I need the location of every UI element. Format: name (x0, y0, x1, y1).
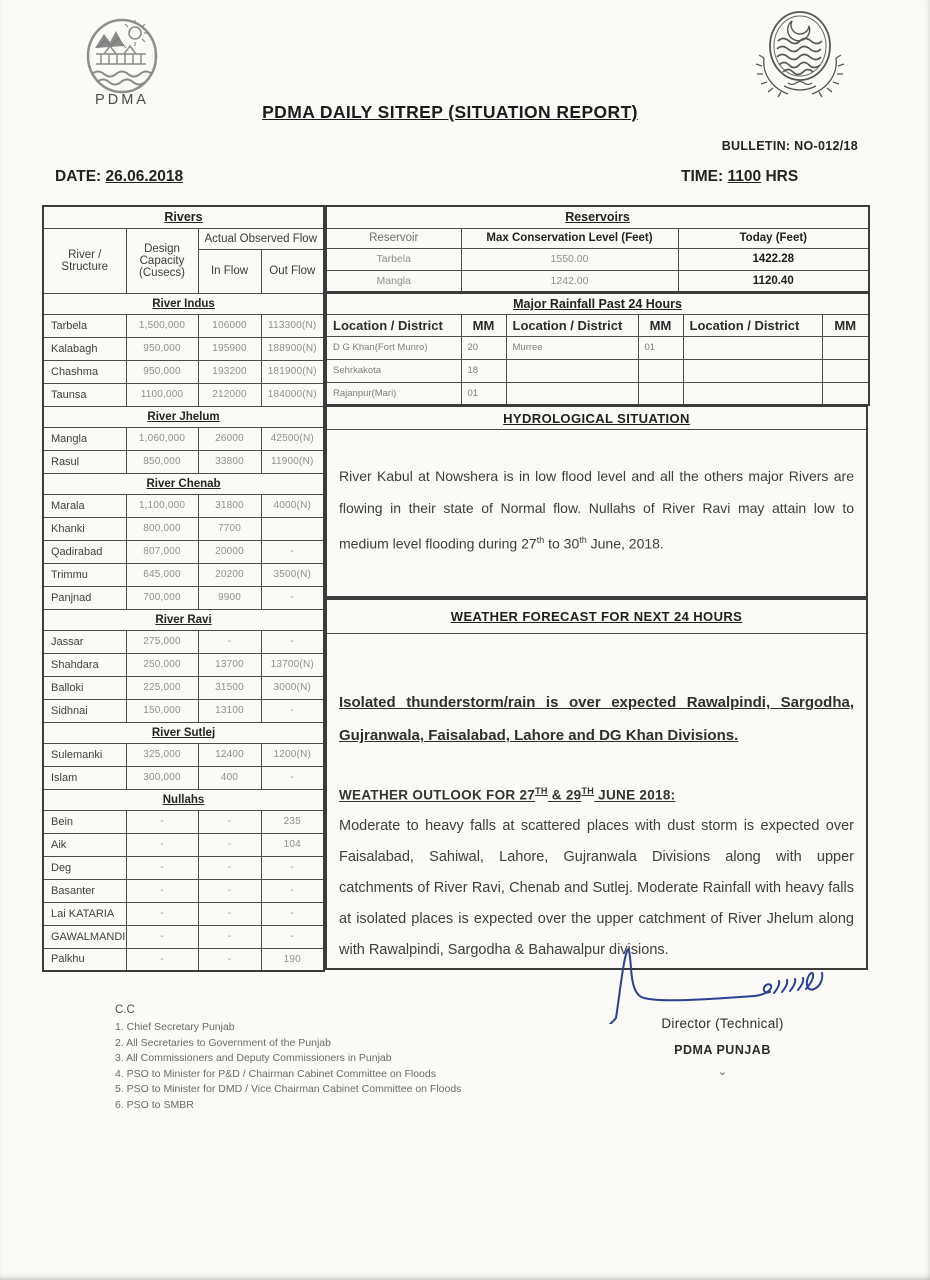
reservoir-data-row (326, 270, 869, 292)
reservoirs-table-title: Reservoirs (326, 206, 869, 228)
river-section-title: River Jhelum (43, 406, 324, 427)
rivers-header-row (43, 228, 324, 249)
weather-outlook-title: WEATHER OUTLOOK FOR 27TH & 29TH JUNE 2018: (339, 786, 676, 803)
col-header-observed-flow: Actual Observed Flow (198, 228, 324, 249)
reservoir-name: Tarbela (326, 248, 461, 270)
out-flow-value: - (261, 902, 324, 925)
in-flow-value: 106000 (198, 314, 261, 337)
river-data-row (43, 540, 324, 563)
river-section-header-row (43, 722, 324, 743)
signatory-organization: PDMA PUNJAB (674, 1043, 771, 1057)
river-name: Trimmu (43, 563, 126, 586)
river-name: Taunsa (43, 383, 126, 406)
col-header-mm-2: MM (638, 314, 683, 336)
weather-forecast-section (325, 598, 868, 970)
river-name: Islam (43, 766, 126, 789)
river-name: Bein (43, 810, 126, 833)
out-flow-value: 184000(N) (261, 383, 324, 406)
river-name: Marala (43, 494, 126, 517)
river-data-row (43, 925, 324, 948)
report-date (55, 168, 183, 186)
in-flow-value: 7700 (198, 517, 261, 540)
river-section-title: River Sutlej (43, 722, 324, 743)
design-capacity-value: 807,000 (126, 540, 198, 563)
in-flow-value: 13700 (198, 653, 261, 676)
river-data-row (43, 856, 324, 879)
out-flow-value: - (261, 699, 324, 722)
river-data-row (43, 517, 324, 540)
river-section-header-row (43, 789, 324, 810)
weather-outlook-text: Moderate to heavy falls at scattered places with dust storm is expected over Faisalabad, Sahiwal, Lahore, Gujranwala Divisions along with upper catchments of River Ravi, Chenab and Sutlej. Moderate Rainfall with heavy falls at isolated places is expected over the upper catchment of River Jhelum along with Rawalpindi, Sargodha & Bahawalpur divisions. (339, 817, 854, 958)
river-data-row (43, 314, 324, 337)
max-conservation-level-value: 1242.00 (461, 270, 678, 292)
design-capacity-value: 325,000 (126, 743, 198, 766)
out-flow-value: 181900(N) (261, 360, 324, 383)
col-header-location-1: Location / District (326, 314, 461, 336)
hydrological-situation-title: HYDROLOGICAL SITUATION (327, 407, 866, 430)
design-capacity-value: - (126, 902, 198, 925)
handwritten-signature-icon (600, 944, 850, 1024)
time-value: 1100 (727, 168, 762, 185)
signatory-title: Director (Technical) (661, 1016, 784, 1031)
river-section-header-row (43, 473, 324, 494)
rainfall-mm-value (822, 359, 869, 382)
rainfall-location (506, 359, 638, 382)
river-data-row (43, 586, 324, 609)
in-flow-value: 31500 (198, 676, 261, 699)
design-capacity-value: 1,500,000 (126, 314, 198, 337)
rivers-table-container (42, 205, 323, 970)
col-header-max-level: Max Conservation Level (Feet) (461, 228, 678, 248)
out-flow-value: - (261, 586, 324, 609)
design-capacity-value: 950,000 (126, 337, 198, 360)
river-section-title: Nullahs (43, 789, 324, 810)
river-name: Sulemanki (43, 743, 126, 766)
reservoirs-table (325, 205, 870, 293)
design-capacity-value: 275,000 (126, 630, 198, 653)
in-flow-value: - (198, 925, 261, 948)
cc-item: 6. PSO to SMBR (115, 1098, 194, 1111)
reservoirs-table-body (326, 206, 869, 292)
river-data-row (43, 833, 324, 856)
rainfall-data-row (326, 359, 869, 382)
out-flow-value: 13700(N) (261, 653, 324, 676)
rainfall-mm-value (638, 359, 683, 382)
in-flow-value: 212000 (198, 383, 261, 406)
river-name: Shahdara (43, 653, 126, 676)
in-flow-value: - (198, 856, 261, 879)
out-flow-value: 188900(N) (261, 337, 324, 360)
in-flow-value: 13100 (198, 699, 261, 722)
rainfall-location: Murree (506, 336, 638, 359)
signature-block (630, 1016, 815, 1078)
rainfall-mm-value (822, 382, 869, 405)
out-flow-value: 4000(N) (261, 494, 324, 517)
river-section-title: River Ravi (43, 609, 324, 630)
col-header-river-structure: River / Structure (43, 228, 126, 293)
cc-label: C.C (115, 1004, 135, 1016)
out-flow-value (261, 517, 324, 540)
river-data-row (43, 653, 324, 676)
design-capacity-value: - (126, 856, 198, 879)
river-data-row (43, 630, 324, 653)
in-flow-value: 31800 (198, 494, 261, 517)
out-flow-value: 42500(N) (261, 427, 324, 450)
col-header-out-flow: Out Flow (261, 249, 324, 293)
rainfall-location (506, 382, 638, 405)
today-level-value: 1120.40 (678, 270, 869, 292)
in-flow-value: - (198, 810, 261, 833)
col-header-location-2: Location / District (506, 314, 638, 336)
design-capacity-value: - (126, 810, 198, 833)
river-data-row (43, 427, 324, 450)
out-flow-value: 3000(N) (261, 676, 324, 699)
river-name: Palkhu (43, 948, 126, 971)
bulletin-number: BULLETIN: NO-012/18 (721, 139, 858, 153)
rainfall-location (683, 336, 822, 359)
river-name: Balloki (43, 676, 126, 699)
design-capacity-value: 1,100,000 (126, 494, 198, 517)
river-name: Deg (43, 856, 126, 879)
col-header-mm-1: MM (461, 314, 506, 336)
river-name: Jassar (43, 630, 126, 653)
rainfall-location: D G Khan(Fort Munro) (326, 336, 461, 359)
in-flow-value: - (198, 948, 261, 971)
river-data-row (43, 743, 324, 766)
rainfall-mm-value: 20 (461, 336, 506, 359)
out-flow-value: 190 (261, 948, 324, 971)
river-name: Mangla (43, 427, 126, 450)
design-capacity-value: 700,000 (126, 586, 198, 609)
design-capacity-value: 645,000 (126, 563, 198, 586)
cc-distribution-list (115, 1004, 461, 1113)
rainfall-mm-value: 18 (461, 359, 506, 382)
design-capacity-value: 225,000 (126, 676, 198, 699)
col-header-reservoir: Reservoir (326, 228, 461, 248)
time-label: TIME: (681, 168, 724, 185)
pen-mark-icon: ⌄ (717, 1066, 728, 1078)
col-header-today: Today (Feet) (678, 228, 869, 248)
rivers-table-title: Rivers (43, 206, 324, 228)
out-flow-value: - (261, 879, 324, 902)
weather-forecast-title: WEATHER FORECAST FOR NEXT 24 HOURS (327, 600, 866, 634)
out-flow-value: - (261, 925, 324, 948)
design-capacity-value: 250,000 (126, 653, 198, 676)
rainfall-title-row (326, 293, 869, 314)
hydrological-situation-section (325, 405, 868, 598)
rainfall-location: Rajanpur(Mari) (326, 382, 461, 405)
design-capacity-value: - (126, 879, 198, 902)
river-data-row (43, 563, 324, 586)
river-section-header-row (43, 406, 324, 427)
rainfall-location: Sehrkakota (326, 359, 461, 382)
design-capacity-value: 800,000 (126, 517, 198, 540)
cc-item: 3. All Commissioners and Deputy Commissioners in Punjab (115, 1052, 392, 1064)
col-header-location-3: Location / District (683, 314, 822, 336)
design-capacity-value: - (126, 925, 198, 948)
rainfall-mm-value: 01 (638, 336, 683, 359)
col-header-mm-3: MM (822, 314, 869, 336)
in-flow-value: 195900 (198, 337, 261, 360)
design-capacity-value: - (126, 833, 198, 856)
date-label: DATE: (55, 168, 102, 185)
time-suffix: HRS (761, 168, 799, 185)
rainfall-mm-value (822, 336, 869, 359)
river-section-title: River Chenab (43, 473, 324, 494)
river-data-row (43, 766, 324, 789)
out-flow-value: 104 (261, 833, 324, 856)
river-name: Sidhnai (43, 699, 126, 722)
cc-item: 2. All Secretaries to Government of the Punjab (115, 1036, 331, 1049)
in-flow-value: 193200 (198, 360, 261, 383)
reservoirs-header-row (326, 228, 869, 248)
river-data-row (43, 450, 324, 473)
design-capacity-value: 1100,000 (126, 383, 198, 406)
rainfall-location (683, 382, 822, 405)
river-data-row (43, 810, 324, 833)
river-section-header-row (43, 609, 324, 630)
river-name: Kalabagh (43, 337, 126, 360)
cc-item: 4. PSO to Minister for P&D / Chairman Cabinet Committee on Floods (115, 1067, 436, 1080)
reservoir-data-row (326, 248, 869, 270)
cc-item: 1. Chief Secretary Punjab (115, 1021, 235, 1033)
col-header-design-capacity: Design Capacity (Cusecs) (126, 228, 198, 293)
rivers-table-body (43, 206, 324, 971)
river-data-row (43, 494, 324, 517)
max-conservation-level-value: 1550.00 (461, 248, 678, 270)
rainfall-table-body (326, 293, 869, 405)
reservoirs-title-row (326, 206, 869, 228)
river-name: Qadirabad (43, 540, 126, 563)
out-flow-value: - (261, 766, 324, 789)
reservoir-name: Mangla (326, 270, 461, 292)
out-flow-value: - (261, 856, 324, 879)
out-flow-value: 113300(N) (261, 314, 324, 337)
river-data-row (43, 948, 324, 971)
river-name: Khanki (43, 517, 126, 540)
out-flow-value: 3500(N) (261, 563, 324, 586)
in-flow-value: 9900 (198, 586, 261, 609)
out-flow-value: 1200(N) (261, 743, 324, 766)
out-flow-value: 235 (261, 810, 324, 833)
today-level-value: 1422.28 (678, 248, 869, 270)
out-flow-value: - (261, 540, 324, 563)
rainfall-table-container (325, 292, 870, 406)
rainfall-data-row (326, 382, 869, 405)
col-header-in-flow: In Flow (198, 249, 261, 293)
in-flow-value: - (198, 833, 261, 856)
river-section-title: River Indus (43, 293, 324, 314)
river-data-row (43, 676, 324, 699)
design-capacity-value: 950,000 (126, 360, 198, 383)
rainfall-header-row (326, 314, 869, 336)
river-name: Aik (43, 833, 126, 856)
cc-item: 5. PSO to Minister for DMD / Vice Chairman Cabinet Committee on Floods (115, 1083, 462, 1095)
river-name: Chashma (43, 360, 126, 383)
rainfall-data-row (326, 336, 869, 359)
river-name: Panjnad (43, 586, 126, 609)
page-title: PDMA DAILY SITREP (SITUATION REPORT) (262, 102, 638, 122)
in-flow-value: - (198, 902, 261, 925)
rainfall-mm-value (638, 382, 683, 405)
rivers-title-row (43, 206, 324, 228)
punjab-government-crest-icon (740, 6, 860, 106)
river-data-row (43, 902, 324, 925)
pdma-emblem-icon (74, 16, 170, 98)
hydrological-situation-text: River Kabul at Nowshera is in low flood level and all the others major Rivers are flowing in their state of Normal flow. Nullahs of River Ravi may attain low to medium level flooding during 27th to 30th June, 2018. (339, 468, 854, 552)
in-flow-value: 20200 (198, 563, 261, 586)
in-flow-value: 400 (198, 766, 261, 789)
river-name: Tarbela (43, 314, 126, 337)
date-value: 26.06.2018 (105, 168, 184, 185)
rainfall-location (683, 359, 822, 382)
design-capacity-value: 850,000 (126, 450, 198, 473)
in-flow-value: - (198, 630, 261, 653)
rivers-table (42, 205, 325, 972)
rainfall-table-title: Major Rainfall Past 24 Hours (326, 293, 869, 314)
design-capacity-value: 300,000 (126, 766, 198, 789)
river-data-row (43, 337, 324, 360)
in-flow-value: - (198, 879, 261, 902)
river-name: GAWALMANDI (43, 925, 126, 948)
river-data-row (43, 383, 324, 406)
weather-forecast-text: Isolated thunderstorm/rain is over expected Rawalpindi, Sargodha, Gujranwala, Faisalabad, Lahore and DG Khan Divisions. (339, 694, 854, 744)
design-capacity-value: 1,060,000 (126, 427, 198, 450)
rainfall-table (325, 292, 870, 406)
out-flow-value: - (261, 630, 324, 653)
river-name: Rasul (43, 450, 126, 473)
in-flow-value: 12400 (198, 743, 261, 766)
rainfall-mm-value: 01 (461, 382, 506, 405)
out-flow-value: 11900(N) (261, 450, 324, 473)
river-section-header-row (43, 293, 324, 314)
design-capacity-value: - (126, 948, 198, 971)
cc-items (115, 1020, 461, 1113)
river-data-row (43, 360, 324, 383)
in-flow-value: 26000 (198, 427, 261, 450)
report-time (681, 168, 798, 186)
river-data-row (43, 699, 324, 722)
in-flow-value: 33800 (198, 450, 261, 473)
river-data-row (43, 879, 324, 902)
pdma-logo-caption: PDMA (95, 92, 149, 108)
design-capacity-value: 150,000 (126, 699, 198, 722)
reservoirs-table-container (325, 205, 870, 293)
in-flow-value: 20000 (198, 540, 261, 563)
river-name: Basanter (43, 879, 126, 902)
river-name: Lai KATARIA (43, 902, 126, 925)
